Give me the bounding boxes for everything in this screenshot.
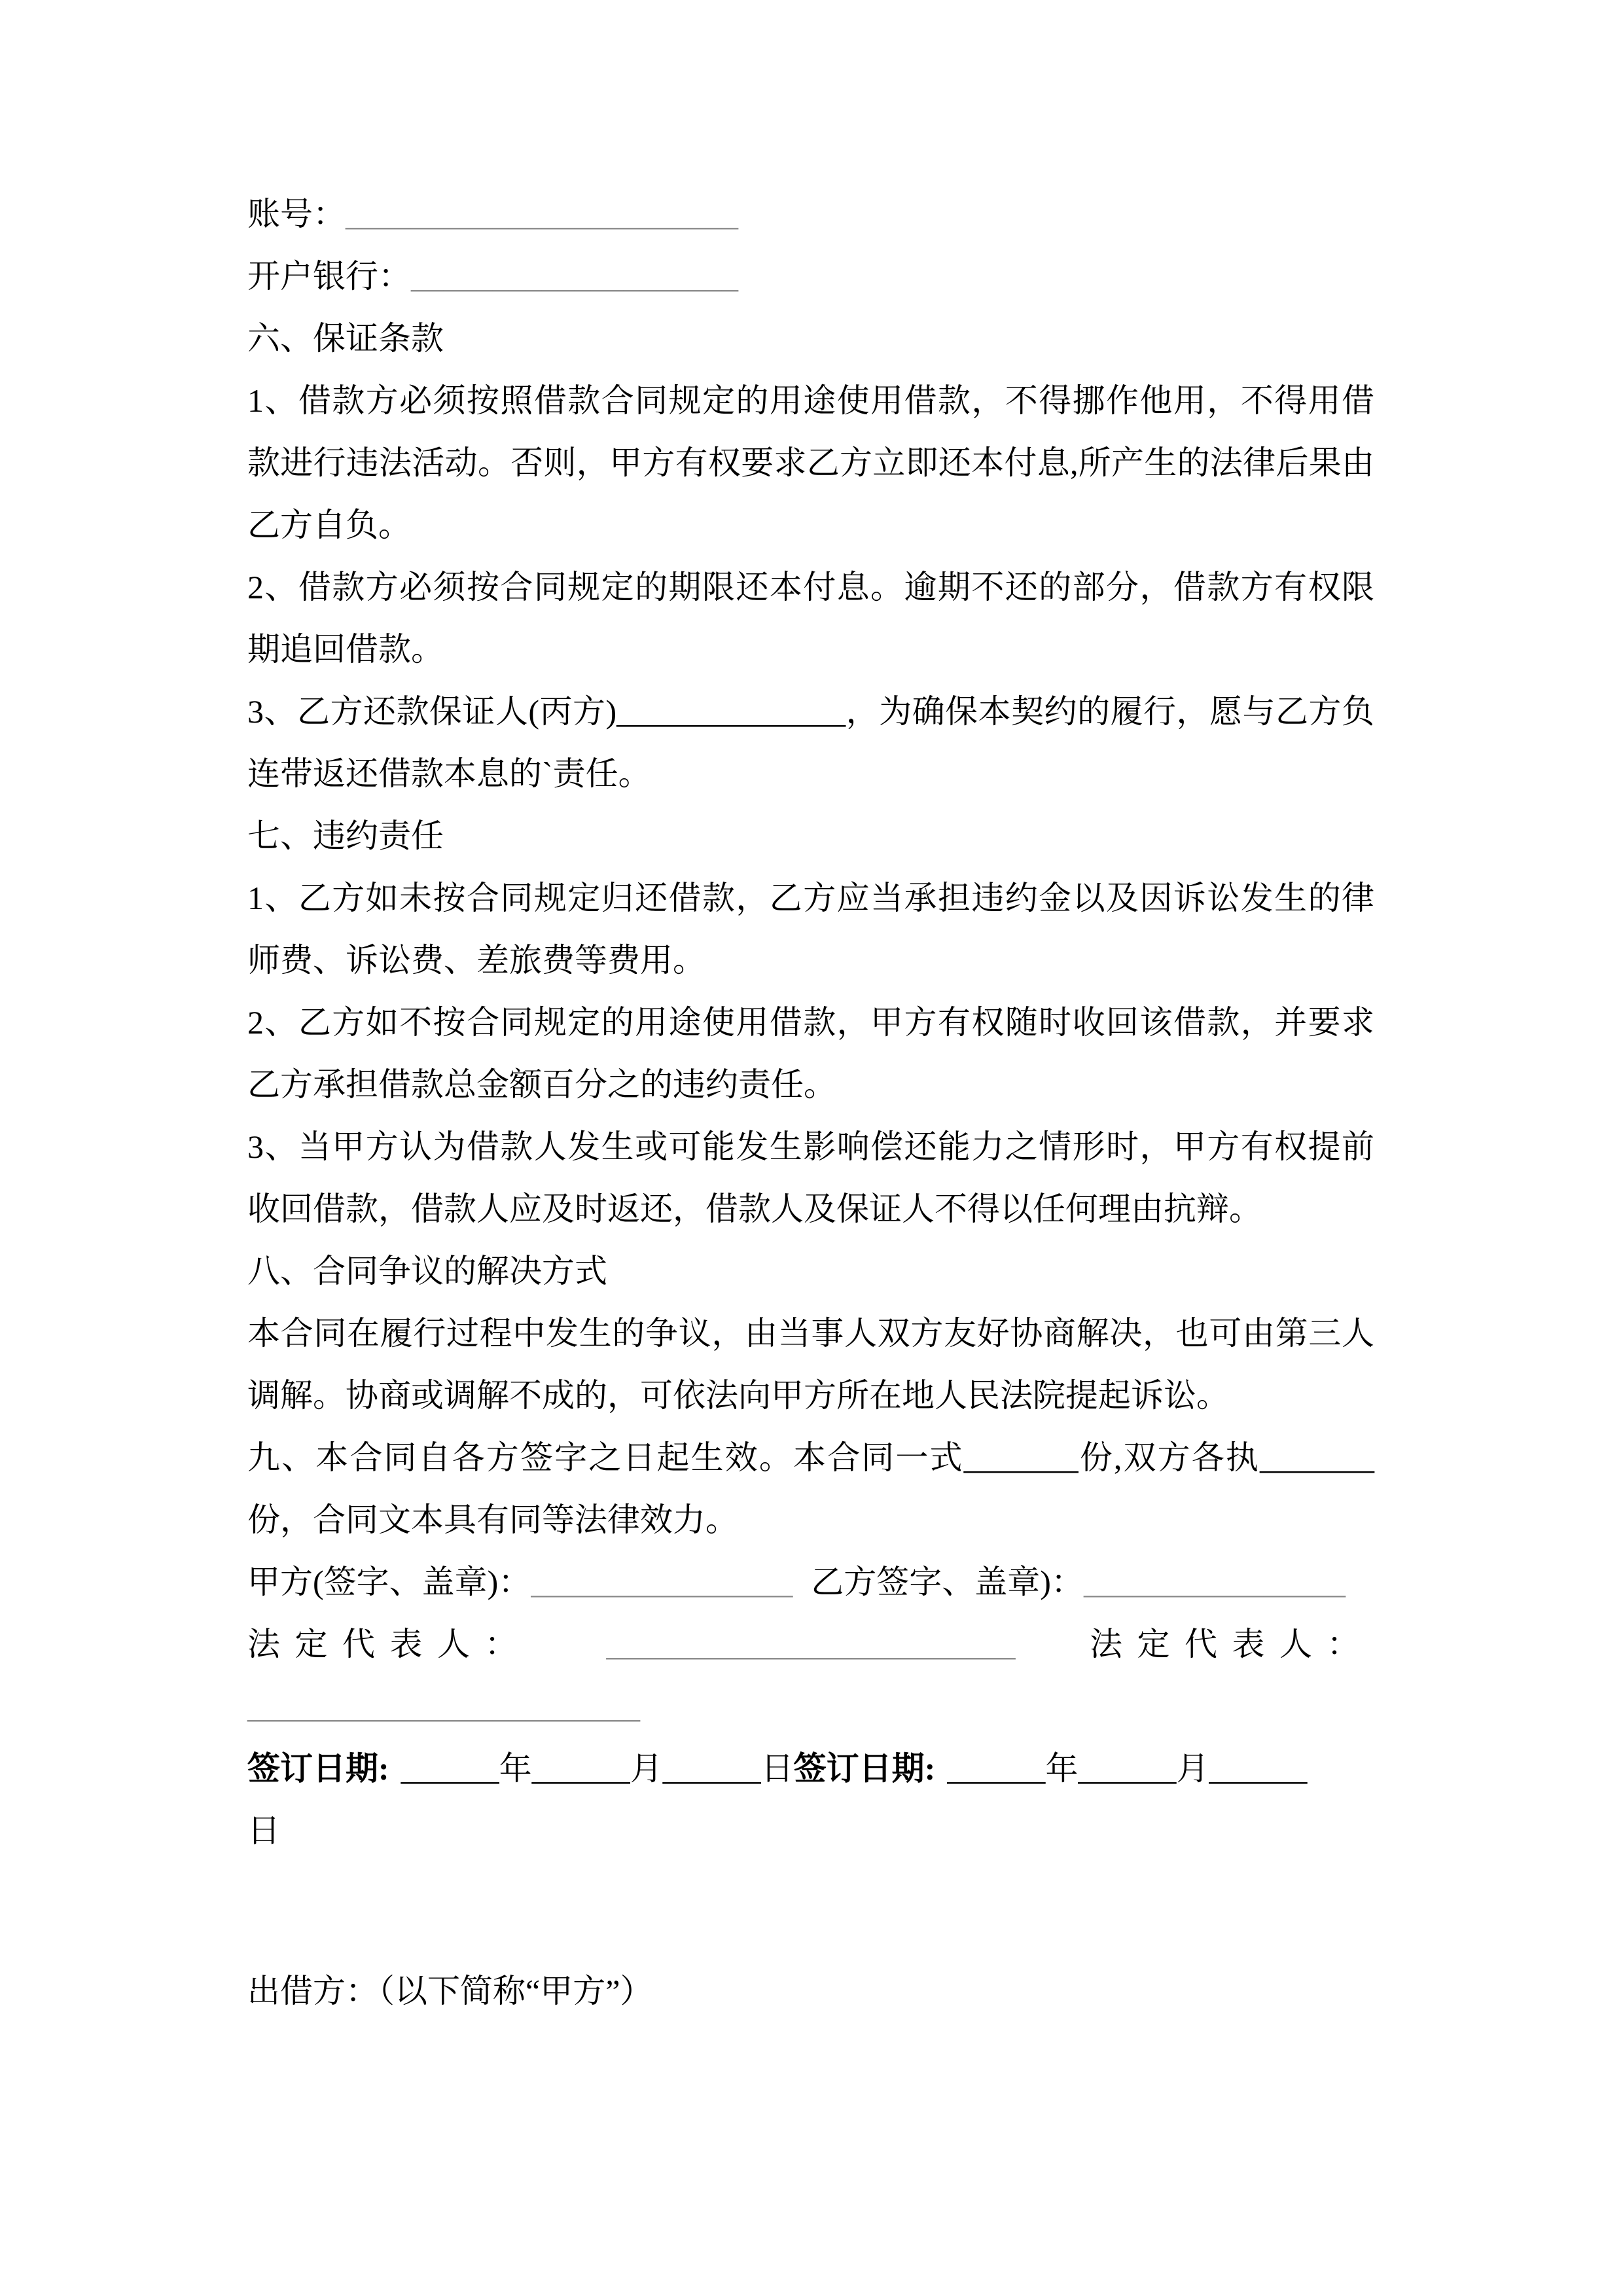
month-unit-b: 月 (1176, 1750, 1209, 1787)
bank-line (247, 245, 1374, 308)
clause-9-text-mid: 份,双方各执 (1078, 1439, 1260, 1476)
year-unit-b: 年 (1045, 1750, 1079, 1787)
clause-7-2: 2、乙方如不按合同规定的用途使用借款，甲方有权随时收回该借款，并要求乙方承担借款总金额百分之的违约责任。 (247, 1004, 1374, 1103)
day-blank-field-a: ______ (662, 1750, 761, 1787)
clause-9-text-pre: 九、本合同自各方签字之日起生效。本合同一式 (247, 1439, 964, 1476)
section7-heading: 七、违约责任 (247, 817, 444, 854)
lender-intro-line: 出借方：（以下简称“甲方”） (247, 1973, 653, 2009)
legal-rep-label-a: 法定代表人： (247, 1626, 532, 1662)
section8-heading: 八、合同争议的解决方式 (247, 1253, 607, 1289)
day-unit-a: 日 (760, 1750, 794, 1787)
copies-count-blank-field: _______ (963, 1439, 1079, 1476)
day-unit-b: 日 (247, 1812, 280, 1849)
year-blank-field-b: ______ (947, 1750, 1046, 1787)
section8-body: 本合同在履行过程中发生的争议，由当事人双方友好协商解决，也可由第三人调解。协商或调解不成的，可依法向甲方所在地人民法院提起诉讼。 (247, 1315, 1374, 1414)
blank-space (247, 1862, 1374, 1960)
bank-blank-field: ____________________ (411, 258, 738, 295)
clause-6-1: 1、借款方必须按照借款合同规定的用途使用借款，不得挪作他用，不得用借款进行违法活动。否则，甲方有权要求乙方立即还本付息,所产生的法律后果由乙方自负。 (247, 382, 1374, 543)
legal-representative-row (247, 1613, 1374, 1676)
copies-held-blank-field: _______ (1260, 1439, 1374, 1476)
party-a-signature-label: 甲方(签字、盖章)： (247, 1564, 531, 1600)
account-blank-field: ________________________ (346, 196, 738, 232)
clause-6-3-text-post: ，为确保本契约的履行，愿与乙方负连带返还借款本息的`责任。 (247, 693, 1374, 792)
clause-6-3 (247, 681, 1374, 805)
clause-9-text-post: 份，合同文本具有同等法律效力。 (247, 1501, 738, 1538)
party-a-signature-blank-field: ________________ (531, 1564, 793, 1600)
clause-6-3-text-pre: 3、乙方还款保证人(丙方) (247, 693, 617, 730)
party-b-signature-label: 乙方签字、盖章)： (811, 1564, 1084, 1600)
month-blank-field-b: ______ (1078, 1750, 1177, 1787)
account-label: 账号： (247, 196, 346, 232)
legal-rep-blank-line (247, 1676, 1374, 1738)
clause-9 (247, 1427, 1374, 1551)
section6-heading: 六、保证条款 (247, 320, 444, 357)
signature-line (247, 1551, 1374, 1613)
legal-rep-blank-field-b: ________________________ (247, 1688, 640, 1725)
guarantor-blank-field: ______________ (616, 693, 846, 730)
year-blank-field-a: ______ (401, 1750, 499, 1787)
clause-7-1: 1、乙方如未按合同规定归还借款，乙方应当承担违约金以及因诉讼发生的律师费、诉讼费、差旅费等费用。 (247, 880, 1374, 978)
year-unit-a: 年 (499, 1750, 532, 1787)
month-unit-a: 月 (630, 1750, 663, 1787)
day-blank-field-b: ______ (1209, 1750, 1308, 1787)
clause-6-2: 2、借款方必须按合同规定的期限还本付息。逾期不还的部分，借款方有权限期追回借款。 (247, 569, 1374, 668)
sign-date-label-b: 签订日期: (793, 1750, 936, 1787)
sign-date-wrap-line (247, 1800, 1374, 1862)
sign-date-label-a: 签订日期: (247, 1750, 389, 1787)
clause-7-3: 3、当甲方认为借款人发生或可能发生影响偿还能力之情形时，甲方有权提前收回借款，借款人应及时返还，借款人及保证人不得以任何理由抗辩。 (247, 1128, 1374, 1227)
legal-rep-blank-field-a: _________________________ (606, 1626, 1016, 1662)
month-blank-field-a: ______ (531, 1750, 630, 1787)
legal-rep-label-b: 法定代表人： (1090, 1626, 1374, 1662)
account-line (247, 183, 1374, 245)
bank-label: 开户银行： (247, 258, 411, 295)
sign-date-row (247, 1738, 1374, 1800)
party-b-signature-blank-field: ________________ (1083, 1564, 1346, 1600)
